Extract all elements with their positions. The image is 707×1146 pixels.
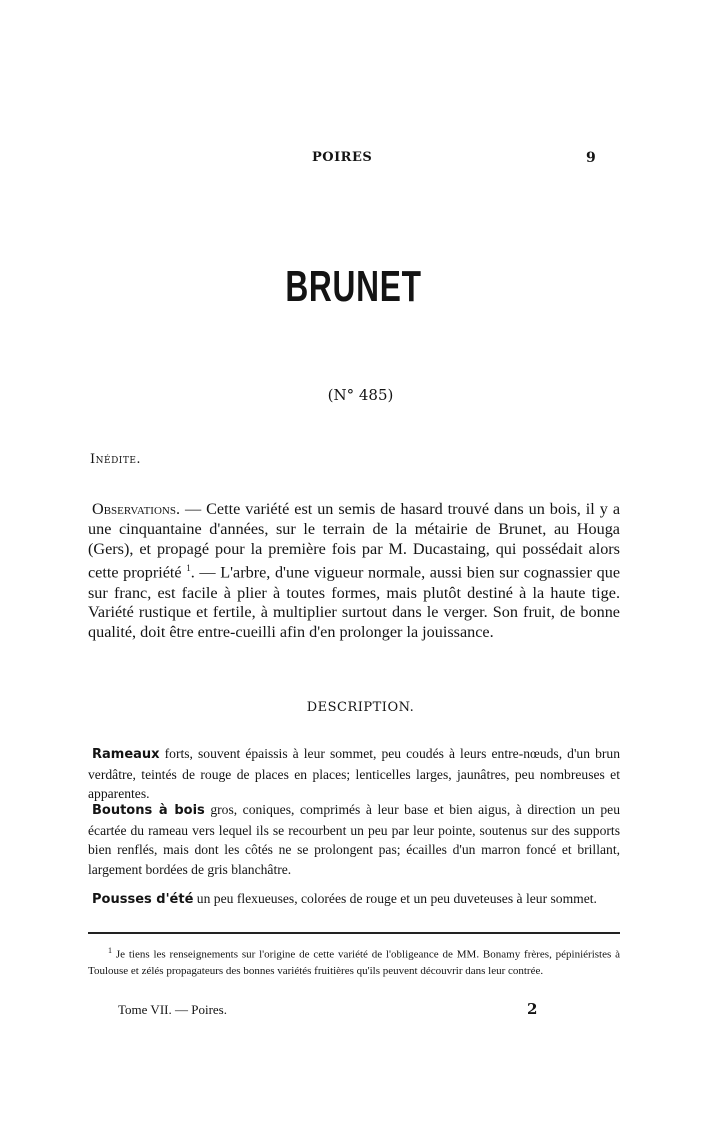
description-text: forts, souvent épaissis à leur sommet, peu coudés à leurs entre-nœuds, d'un brun verdâtre, teintés de rouge de places en places; lenticelles larges, jaunâtres, peu nombreuses et apparentes. (88, 746, 620, 801)
description-item (88, 889, 620, 910)
volume-line: Tome VII. — Poires. (118, 1002, 227, 1017)
observations-text-after: . — L'arbre, d'une vigueur normale, aussi bien sur cognassier que sur franc, est facile à plier à toutes formes, mais plutôt destiné à la haute tige. Variété rustique et fertile, à multiplier surtout dans le verger. Son fruit, de bonne qualité, doit être entre-cueilli afin d'en prolonger la jouissance. (88, 563, 621, 642)
footnote-reference: 1 (186, 563, 191, 574)
observations-paragraph (88, 500, 620, 643)
signature-mark: 2 (527, 1000, 538, 1018)
variety-number: (N° 485) (327, 386, 394, 404)
observations-label: Observations. (92, 500, 181, 518)
description-text: gros, coniques, comprimés à leur base et bien aigus, à direction un peu écartée du rameau vers lequel ils se recourbent un peu par leur pointe, soutenus sur des supports bien renflés, mais dont les côtés ne se prolongent pas; écailles d'un marron foncé et brillant, largement bordées de gris blanchâtre. (88, 802, 620, 877)
description-item (88, 744, 620, 804)
footnote-divider (88, 932, 620, 934)
footnote-marker: 1 (108, 946, 112, 955)
description-heading: DESCRIPTION. (306, 700, 415, 715)
description-item (88, 800, 620, 879)
footnote-text: Je tiens les renseignements sur l'origine de cette variété de l'obligeance de MM. Bonamy frères, pépiniéristes à Toulouse et zélés propagateurs des bonnes variétés fruitières qu'ils peuvent découvrir dans leur contrée. (88, 948, 620, 978)
footnote (88, 943, 620, 980)
variety-status: Inédite. (90, 452, 142, 467)
description-term: Rameaux (92, 747, 160, 762)
description-term: Pousses d'été (92, 892, 194, 907)
description-text: un peu flexueuses, colorées de rouge et un peu duveteuses à leur sommet. (193, 891, 597, 906)
variety-title: BRUNET (285, 262, 422, 311)
page-number: 9 (586, 150, 596, 166)
observations-text: — Cette variété est un semis de hasard trouvé dans un bois, il y a une cinquantaine d'années, sur le terrain de la métairie de Brunet, au Houga (Gers), et propagé pour la première fois par M. Ducastaing, qui possédait alors cette propriété (88, 500, 620, 582)
description-term: Boutons à bois (92, 803, 205, 818)
running-head: POIRES (312, 150, 373, 165)
